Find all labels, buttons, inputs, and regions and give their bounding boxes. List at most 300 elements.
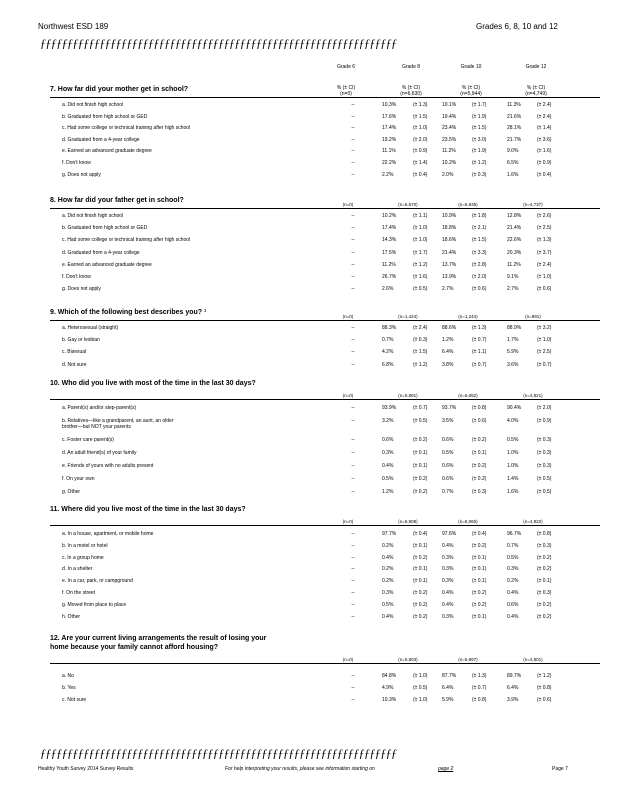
grade-8-ci: (± 0.2) — [413, 590, 428, 596]
grade-12-ci: (± 0.9) — [537, 160, 552, 166]
grade-10-ci: (± 2.8) — [472, 261, 487, 268]
table-row — [50, 695, 610, 705]
answer-label-continued: brother—but NOT your parents — [62, 424, 131, 430]
grade-10-percent: 97.6% — [442, 531, 457, 537]
grade-12-ci: (± 0.2) — [537, 566, 552, 573]
grade-12-ci: (± 2.0) — [537, 405, 552, 411]
grade-6-value: -- — [351, 476, 355, 482]
header-right: Grades 6, 8, 10 and 12 — [476, 22, 558, 31]
grade-12-ci: (± 0.1) — [537, 578, 552, 585]
grade-10-percent: 1.2% — [442, 337, 454, 344]
table-row — [50, 211, 610, 221]
table-row — [50, 576, 610, 586]
table-row — [50, 347, 610, 357]
grade-8-percent: 97.7% — [382, 531, 397, 537]
grade-10-percent: 21.4% — [442, 249, 457, 256]
grade-8-ci: (± 1.5) — [413, 349, 428, 356]
grade-12-percent: 20.3% — [507, 249, 522, 256]
answer-label: g. Does not apply — [62, 171, 101, 178]
table-row — [50, 112, 610, 122]
grade-8-percent: 0.3% — [382, 450, 394, 456]
n-grade-6: (n=0) — [340, 91, 352, 97]
sample-size: (n=0) — [342, 657, 354, 662]
grade-10-percent: 10.1% — [442, 102, 457, 108]
grade-10-ci: (± 0.2) — [472, 476, 487, 482]
grade-8-percent: 4.2% — [382, 349, 394, 356]
table-row — [50, 541, 610, 551]
grade-12-ci: (± 0.4) — [537, 171, 552, 178]
grade-8-ci: (± 0.2) — [413, 476, 428, 482]
grade-12-percent: 5.9% — [507, 349, 519, 356]
grade-10-percent: 93.7% — [442, 405, 457, 411]
grade-8-percent: 17.4% — [382, 125, 397, 132]
answer-label: e. In a car, park, or campground — [62, 578, 133, 585]
table-row — [50, 135, 610, 145]
grade-12-ci: (± 1.3) — [537, 237, 552, 244]
grade-10-ci: (± 0.2) — [472, 590, 487, 596]
grade-8-ci: (± 0.5) — [413, 418, 428, 424]
answer-label: a. Did not finish high school — [62, 213, 124, 219]
grade-10-percent: 0.6% — [442, 437, 454, 443]
grade-8-ci: (± 0.4) — [413, 531, 428, 537]
grade-6-value: -- — [351, 148, 355, 155]
grade-10-percent: 18.6% — [442, 237, 457, 244]
grade-10-percent: 2.7% — [442, 286, 454, 293]
grade-10-ci: (± 0.7) — [472, 337, 487, 344]
footer-center: For help interpreting your results, please see information starting on — [225, 766, 375, 772]
grade-12-percent: 0.4% — [507, 613, 519, 620]
table-row — [50, 474, 610, 484]
question-rule — [50, 97, 600, 98]
grade-8-ci: (± 0.3) — [413, 337, 428, 344]
answer-label: b. In a motel or hotel — [62, 542, 108, 549]
n-grade-8: (n=6,630) — [400, 91, 422, 97]
grade-10-ci: (± 1.9) — [472, 148, 487, 155]
sample-size: (n=4,737) — [523, 202, 543, 207]
grade-10-ci: (± 0.1) — [472, 613, 487, 620]
grade-6-value: -- — [351, 685, 355, 691]
grade-12-percent: 0.5% — [507, 437, 519, 443]
question-block — [50, 380, 610, 495]
grade-10-ci: (± 0.7) — [472, 361, 487, 368]
grade-8-percent: 3.2% — [382, 418, 394, 424]
grade-8-ci: (± 2.0) — [413, 136, 428, 143]
grade-12-percent: 22.6% — [507, 237, 522, 244]
grade-12-ci: (± 2.5) — [537, 349, 552, 356]
answer-label: b. Gay or lesbian — [62, 337, 100, 344]
sample-size: (n=0) — [342, 519, 354, 524]
grade-8-ci: (± 1.0) — [413, 697, 428, 703]
grade-10-percent: 0.3% — [442, 566, 454, 573]
grade-8-ci: (± 0.1) — [413, 542, 428, 549]
grade-10-ci: (± 1.9) — [472, 113, 487, 120]
grade-8-percent: 84.8% — [382, 673, 397, 679]
table-row — [50, 487, 610, 497]
answer-label: c. Foster care parent(s) — [62, 437, 114, 443]
question-rule — [50, 525, 600, 526]
grade-6-value: -- — [351, 437, 355, 443]
answer-label: d. Graduated from a 4-year college — [62, 249, 140, 256]
grade-10-ci: (± 1.5) — [472, 125, 487, 132]
answer-label: e. Earned an advanced graduate degree — [62, 261, 152, 268]
grade-12-percent: 4.0% — [507, 418, 519, 424]
grade-12-ci: (± 0.3) — [537, 463, 552, 469]
grade-12-ci: (± 2.5) — [537, 225, 552, 232]
answer-label: e. Earned an advanced graduate degree — [62, 148, 152, 155]
grade-12-ci: (± 0.3) — [537, 437, 552, 443]
question-block — [50, 635, 610, 703]
grade-12-ci: (± 0.2) — [537, 554, 552, 561]
grade-6-value: -- — [351, 274, 355, 280]
grade-10-percent: 0.4% — [442, 542, 454, 549]
answer-label: b. Yes — [62, 685, 76, 691]
sample-size: (n=6,891) — [398, 393, 418, 398]
grade-8-ci: (± 1.6) — [413, 274, 428, 280]
grade-12-percent: 11.2% — [507, 261, 521, 268]
col-header-grade-6: Grade 6 — [336, 64, 356, 70]
decorative-rule-bottom: ƒƒƒƒƒƒƒƒƒƒƒƒƒƒƒƒƒƒƒƒƒƒƒƒƒƒƒƒƒƒƒƒƒƒƒƒƒƒƒƒƒƒƒƒƒƒƒƒƒƒƒƒƒƒƒƒƒƒƒƒƒƒƒƒƒƒ — [40, 746, 397, 760]
grade-10-ci: (± 3.0) — [472, 136, 487, 143]
question-title: 11. Where did you live most of the time in the last 30 days? — [50, 506, 246, 513]
grade-6-value: -- — [351, 578, 355, 585]
question-block — [50, 197, 610, 293]
grade-6-value: -- — [351, 566, 355, 573]
table-row — [50, 435, 610, 445]
grade-12-percent: 12.8% — [507, 213, 522, 219]
grade-12-ci: (± 0.3) — [537, 542, 552, 549]
grade-10-ci: (± 0.2) — [472, 437, 487, 443]
answer-label: f. Don't know — [62, 274, 91, 280]
grade-6-value: -- — [351, 102, 355, 108]
grade-8-ci: (± 1.0) — [413, 673, 428, 679]
grade-8-ci: (± 0.2) — [413, 601, 428, 608]
grade-8-percent: 2.6% — [382, 286, 394, 293]
grade-12-ci: (± 0.6) — [537, 697, 552, 703]
grade-12-percent: 21.4% — [507, 225, 522, 232]
footer-left: Healthy Youth Survey 2014 Survey Results — [38, 766, 134, 772]
grade-6-value: -- — [351, 213, 355, 219]
grade-10-ci: (± 0.1) — [472, 450, 487, 456]
grade-6-value: -- — [351, 160, 355, 166]
grade-10-percent: 19.4% — [442, 113, 457, 120]
grade-8-percent: 1.2% — [382, 489, 394, 495]
grade-6-value: -- — [351, 249, 355, 256]
answer-label: d. An adult friend(s) of your family — [62, 450, 137, 456]
grade-12-percent: 0.3% — [507, 566, 519, 573]
grade-8-percent: 10.3% — [382, 102, 397, 108]
grade-8-percent: 4.9% — [382, 685, 394, 691]
grade-10-percent: 0.3% — [442, 613, 454, 620]
table-row — [50, 360, 610, 370]
grade-12-percent: 28.1% — [507, 125, 522, 132]
question-rule — [50, 663, 600, 664]
grade-6-value: -- — [351, 450, 355, 456]
grade-8-percent: 0.2% — [382, 566, 394, 573]
grade-6-value: -- — [351, 697, 355, 703]
answer-label: c. Bisexual — [62, 349, 87, 356]
grade-10-percent: 0.6% — [442, 463, 454, 469]
grade-6-value: -- — [351, 337, 355, 344]
n-grade-12: (n=4,749) — [525, 91, 547, 97]
grade-12-percent: 3.6% — [507, 361, 519, 368]
sample-size: (n=6,670) — [398, 202, 418, 207]
sample-size: (n=4,821) — [523, 393, 543, 398]
grade-6-value: -- — [351, 125, 355, 132]
grade-10-ci: (± 0.2) — [472, 601, 487, 608]
grade-10-ci: (± 0.6) — [472, 418, 487, 424]
grade-6-value: -- — [351, 349, 355, 356]
grade-10-ci: (± 0.8) — [472, 697, 487, 703]
table-row — [50, 100, 610, 110]
grade-8-ci: (± 0.4) — [413, 171, 428, 178]
table-row — [50, 170, 610, 180]
grade-6-value: -- — [351, 418, 355, 424]
table-row — [50, 588, 610, 598]
sample-size: (n=0) — [342, 202, 354, 207]
answer-label: d. Graduated from a 4-year college — [62, 136, 140, 143]
grade-12-ci: (± 0.8) — [537, 531, 552, 537]
grade-10-percent: 0.6% — [442, 476, 454, 482]
question-title: 12. Are your current living arrangements the result of losing your home because your family cannot afford housing? — [50, 635, 267, 651]
grade-10-percent: 0.5% — [442, 450, 454, 456]
grade-10-ci: (± 0.2) — [472, 542, 487, 549]
grade-8-ci: (± 0.5) — [413, 685, 428, 691]
table-row — [50, 416, 610, 430]
grade-8-percent: 22.2% — [382, 160, 397, 166]
table-row — [50, 260, 610, 270]
grade-6-value: -- — [351, 225, 355, 232]
grade-8-percent: 0.2% — [382, 542, 394, 549]
grade-8-ci: (± 0.1) — [413, 578, 428, 585]
question-rule — [50, 320, 600, 321]
grade-12-ci: (± 0.9) — [537, 418, 552, 424]
question-rule — [50, 399, 600, 400]
grade-10-ci: (± 0.6) — [472, 286, 487, 293]
ci-label-grade-6: % (± CI) — [336, 85, 356, 91]
grade-8-percent: 2.2% — [382, 171, 394, 178]
grade-10-ci: (± 0.3) — [472, 171, 487, 178]
grade-8-ci: (± 1.2) — [413, 361, 428, 368]
sample-size: (n=4,801) — [523, 657, 543, 662]
answer-label: f. Don't know — [62, 160, 91, 166]
grade-12-percent: 9.0% — [507, 148, 519, 155]
grade-12-percent: 96.7% — [507, 531, 522, 537]
grade-12-percent: 1.7% — [507, 337, 519, 344]
grade-10-ci: (± 1.3) — [472, 673, 487, 679]
grade-10-percent: 13.9% — [442, 274, 457, 280]
grade-8-ci: (± 1.2) — [413, 261, 428, 268]
grade-8-percent: 0.2% — [382, 578, 394, 585]
grade-8-percent: 17.5% — [382, 249, 397, 256]
grade-12-percent: 89.7% — [507, 673, 522, 679]
table-row — [50, 683, 610, 693]
grade-10-ci: (± 2.1) — [472, 225, 487, 232]
grade-8-percent: 88.3% — [382, 325, 397, 331]
grade-8-percent: 0.6% — [382, 437, 394, 443]
grade-6-value: -- — [351, 136, 355, 143]
grade-10-ci: (± 1.7) — [472, 102, 487, 108]
grade-8-percent: 14.3% — [382, 237, 397, 244]
grade-12-percent: 90.4% — [507, 405, 522, 411]
question-title: 9. Which of the following best describes you? ¹ — [50, 309, 207, 316]
grade-10-ci: (± 1.1) — [472, 349, 487, 356]
col-header-grade-12: Grade 12 — [525, 64, 547, 70]
question-block — [50, 506, 610, 620]
grade-6-value: -- — [351, 405, 355, 411]
n-grade-10: (n=5,944) — [460, 91, 482, 97]
sample-size: (n=6,060) — [458, 519, 478, 524]
grade-8-ci: (± 0.2) — [413, 437, 428, 443]
table-row — [50, 223, 610, 233]
grade-6-value: -- — [351, 542, 355, 549]
grade-8-percent: 19.2% — [382, 136, 397, 143]
grade-10-ci: (± 1.8) — [472, 213, 487, 219]
grade-8-ci: (± 1.1) — [413, 213, 428, 219]
table-row — [50, 323, 610, 333]
grade-8-percent: 0.4% — [382, 463, 394, 469]
grade-12-percent: 21.6% — [507, 113, 522, 120]
grade-10-ci: (± 0.2) — [472, 463, 487, 469]
ci-label-grade-12: % (± CI) — [526, 85, 546, 91]
grade-8-ci: (± 0.2) — [413, 613, 428, 620]
grade-6-value: -- — [351, 361, 355, 368]
grade-8-ci: (± 1.3) — [413, 102, 428, 108]
grade-10-percent: 0.7% — [442, 489, 454, 495]
grade-6-value: -- — [351, 286, 355, 293]
sample-size: (n=5,997) — [458, 657, 478, 662]
grade-6-value: -- — [351, 237, 355, 244]
grade-10-percent: 3.8% — [442, 361, 454, 368]
grade-8-ci: (± 0.2) — [413, 554, 428, 561]
table-row — [50, 671, 610, 681]
grade-12-ci: (± 0.2) — [537, 601, 552, 608]
sample-size: (n=5,936) — [458, 202, 478, 207]
grade-8-ci: (± 0.1) — [413, 566, 428, 573]
sample-size: (n=0) — [342, 314, 354, 319]
answer-label: g. Other — [62, 489, 81, 495]
grade-8-percent: 17.6% — [382, 113, 397, 120]
table-row — [50, 600, 610, 610]
grade-12-percent: 0.2% — [507, 578, 519, 585]
grade-10-ci: (± 0.3) — [472, 489, 487, 495]
table-row — [50, 158, 610, 168]
grade-6-value: -- — [351, 325, 355, 331]
grade-10-ci: (± 0.7) — [472, 685, 487, 691]
grade-12-percent: 2.7% — [507, 286, 519, 293]
grade-12-ci: (± 3.6) — [537, 136, 552, 143]
grade-8-ci: (± 0.5) — [413, 286, 428, 293]
grade-12-percent: 6.4% — [507, 685, 519, 691]
grade-12-ci: (± 1.0) — [537, 337, 552, 344]
answer-label: a. In a house, apartment, or mobile home — [62, 531, 154, 537]
grade-6-value: -- — [351, 613, 355, 620]
table-row — [50, 529, 610, 539]
sample-size: (n=6,803) — [398, 657, 418, 662]
answer-label: d. In a shelter — [62, 566, 93, 573]
answer-label: c. Had some college or technical training after high school — [62, 125, 191, 132]
grade-8-percent: 0.3% — [382, 590, 394, 596]
footer-page-link[interactable]: page 2 — [438, 766, 454, 772]
grade-12-ci: (± 3.7) — [537, 249, 552, 256]
grade-10-ci: (± 0.1) — [472, 554, 487, 561]
answer-label: f. On the street — [62, 590, 96, 596]
col-header-grade-8: Grade 8 — [401, 64, 421, 70]
grade-8-ci: (± 0.9) — [413, 148, 428, 155]
grade-8-ci: (± 1.5) — [413, 113, 428, 120]
grade-8-ci: (± 1.0) — [413, 237, 428, 244]
answer-label: b. Relatives—like a grandparent, an aunt, an older — [62, 418, 174, 424]
grade-8-percent: 26.7% — [382, 274, 397, 280]
header-left: Northwest ESD 189 — [38, 22, 109, 31]
grade-12-ci: (± 0.2) — [537, 613, 552, 620]
ci-label-grade-10: % (± CI) — [461, 85, 481, 91]
grade-10-ci: (± 0.1) — [472, 578, 487, 585]
grade-10-percent: 3.5% — [442, 418, 454, 424]
grade-10-percent: 5.9% — [442, 697, 454, 703]
grade-10-ci: (± 0.1) — [472, 566, 487, 573]
grade-10-percent: 18.8% — [442, 225, 457, 232]
table-row — [50, 403, 610, 413]
grade-6-value: -- — [351, 590, 355, 596]
grade-8-percent: 0.5% — [382, 601, 394, 608]
answer-label: e. Friends of yours with no adults present — [62, 463, 154, 469]
grade-12-ci: (± 0.5) — [537, 476, 552, 482]
grade-12-percent: 0.5% — [507, 554, 519, 561]
grade-6-value: -- — [351, 673, 355, 679]
grade-6-value: -- — [351, 601, 355, 608]
grade-12-percent: 1.0% — [507, 450, 519, 456]
grade-12-percent: 0.6% — [507, 601, 519, 608]
grade-10-percent: 23.4% — [442, 125, 457, 132]
grade-12-percent: 3.9% — [507, 697, 519, 703]
grade-10-percent: 87.7% — [442, 673, 457, 679]
sample-size: (n=1,424) — [398, 314, 418, 319]
table-row — [50, 248, 610, 258]
sample-size: (n=6,052) — [458, 393, 478, 398]
table-row — [50, 612, 610, 622]
grade-8-percent: 10.2% — [382, 213, 397, 219]
grade-8-percent: 93.9% — [382, 405, 397, 411]
question-title: 8. How far did your father get in school? — [50, 197, 184, 204]
grade-12-ci: (± 1.4) — [537, 125, 552, 132]
answer-label: d. Not sure — [62, 361, 87, 368]
grade-8-ci: (± 1.0) — [413, 125, 428, 132]
grade-12-percent: 88.9% — [507, 325, 522, 331]
table-row — [50, 284, 610, 294]
grade-8-percent: 10.3% — [382, 697, 397, 703]
grade-12-percent: 1.6% — [507, 489, 519, 495]
grade-8-percent: 0.7% — [382, 337, 394, 344]
grade-6-value: -- — [351, 171, 355, 178]
answer-label: c. Not sure — [62, 697, 87, 703]
grade-12-ci: (± 0.7) — [537, 361, 552, 368]
grade-10-ci: (± 1.5) — [472, 237, 487, 244]
grade-12-ci: (± 2.6) — [537, 213, 552, 219]
table-row — [50, 272, 610, 282]
answer-label: a. Did not finish high school — [62, 102, 124, 108]
answer-label: b. Graduated from high school or GED — [62, 225, 148, 232]
grade-12-ci: (± 0.3) — [537, 450, 552, 456]
grade-6-value: -- — [351, 463, 355, 469]
grade-12-ci: (± 0.6) — [537, 286, 552, 293]
grade-12-percent: 1.6% — [507, 171, 519, 178]
grade-8-ci: (± 0.1) — [413, 450, 428, 456]
table-row — [50, 335, 610, 345]
grade-8-ci: (± 0.7) — [413, 405, 428, 411]
grade-12-percent: 0.7% — [507, 542, 519, 549]
table-row — [50, 146, 610, 156]
sample-size: (n=6,908) — [398, 519, 418, 524]
